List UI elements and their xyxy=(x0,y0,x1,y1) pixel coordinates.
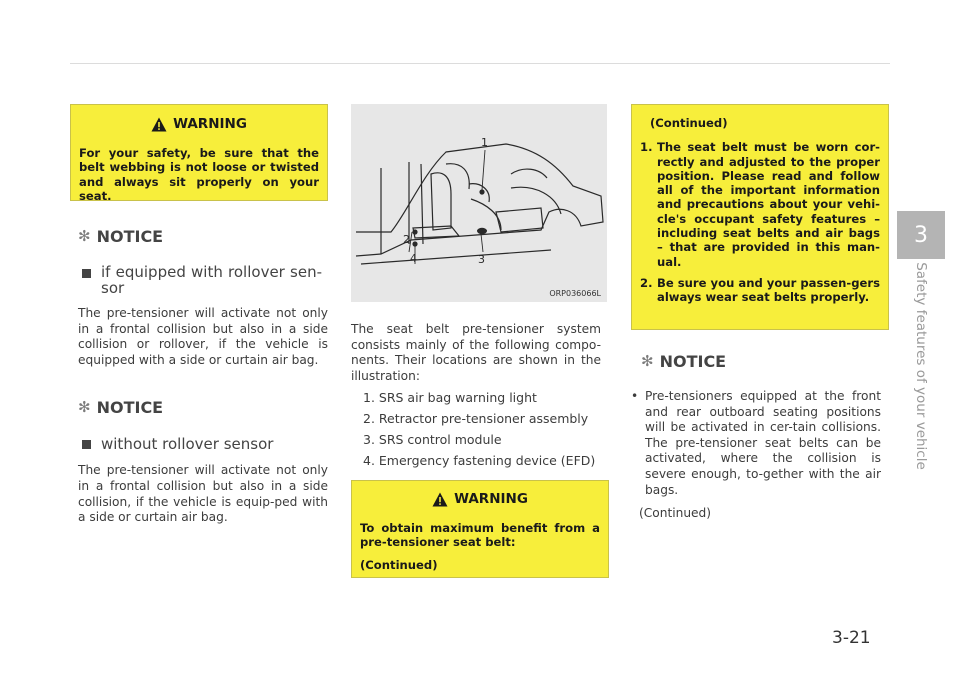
subheading-text: without rollover sensor xyxy=(101,435,274,454)
car-interior-drawing xyxy=(351,104,607,302)
notice-subheading-2 xyxy=(82,435,328,453)
asterisk-icon: ✻ xyxy=(78,227,91,245)
callout-3: 3 xyxy=(478,253,485,266)
notice-bullet xyxy=(631,389,881,498)
intro-text: The seat belt pre-tensioner system consists mainly of the following compo-nents. Their locations are shown in the illustration: xyxy=(351,322,601,383)
notice-continued: (Continued) xyxy=(639,506,712,521)
notice-text-1: The pre-tensioner will activate not only in a frontal collision but also in a side collision or rollover, if the vehicle is equipped with a side or curtain air bag. xyxy=(78,306,328,367)
item-text: The seat belt must be worn cor-rectly and adjusted to the proper position. Please read and follow all of the important information and precautions about your vehi-cle's occupant safety features – including seat belts and air bags – that are provided in this man-ual. xyxy=(657,140,880,269)
notice-title: NOTICE xyxy=(96,398,164,418)
notice-title: NOTICE xyxy=(96,227,164,246)
warning-box-pretensioner xyxy=(351,480,609,578)
continued-heading: (Continued) xyxy=(650,116,728,130)
notice-heading-3 xyxy=(641,352,889,371)
warning-title xyxy=(360,491,600,507)
square-bullet-icon xyxy=(82,440,91,449)
list-item: 3. SRS control module xyxy=(363,432,502,448)
warning-title-text: WARNING xyxy=(173,116,247,132)
figure-code: ORP036066L xyxy=(549,289,601,298)
warning-text: To obtain maximum benefit from a pre-tensioner seat belt: xyxy=(360,521,600,550)
callout-4: 4 xyxy=(410,252,417,265)
warning-box-continued xyxy=(631,104,889,330)
column-middle xyxy=(351,104,609,572)
bullet-text: Pre-tensioners equipped at the front and rear outboard seating positions will be activated in cer-tain collisions. The pre-tensioner seat belts can be activated, where the collision is severe enough, to-gether with the air bags. xyxy=(645,389,881,497)
list-item xyxy=(640,140,880,269)
item-number: 2. xyxy=(640,275,653,290)
vehicle-illustration xyxy=(351,104,607,302)
header-rule xyxy=(70,63,890,64)
list-item xyxy=(640,276,880,305)
warning-box-safety xyxy=(70,104,328,201)
page-number: 3-21 xyxy=(832,628,871,648)
warning-triangle-icon xyxy=(432,492,448,507)
list-item: 1. SRS air bag warning light xyxy=(363,390,537,406)
square-bullet-icon xyxy=(82,269,91,278)
notice-subheading-1 xyxy=(82,264,322,296)
bullet-dot-icon: • xyxy=(631,389,639,403)
list-item: 4. Emergency fastening device (EFD) xyxy=(363,453,596,469)
notice-title: NOTICE xyxy=(659,352,727,371)
column-left xyxy=(70,104,328,526)
chapter-title-text: Safety features of your vehicle xyxy=(913,262,930,470)
chapter-title xyxy=(908,262,934,470)
chapter-number: 3 xyxy=(914,222,928,248)
column-right xyxy=(631,104,889,522)
warning-text: For your safety, be sure that the belt webbing is not loose or twisted and always sit properly on your seat. xyxy=(79,146,319,203)
list-item: 2. Retractor pre-tensioner assembly xyxy=(363,411,589,427)
notice-heading-1 xyxy=(78,227,328,246)
component-list xyxy=(351,390,609,468)
asterisk-icon: ✻ xyxy=(78,398,91,417)
callout-2: 2 xyxy=(403,233,410,246)
subheading-text: if equipped with rollover sen-sor xyxy=(101,263,322,297)
warning-title-text: WARNING xyxy=(454,491,528,507)
asterisk-icon: ✻ xyxy=(641,352,654,370)
warning-triangle-icon xyxy=(151,117,167,132)
notice-heading-2 xyxy=(78,398,328,417)
warning-list xyxy=(640,140,880,304)
notice-text-2: The pre-tensioner will activate not only in a frontal collision but also in a side collision, if the vehicle is equip-ped with a side or curtain air bag. xyxy=(78,463,328,525)
item-number: 1. xyxy=(640,140,653,155)
warning-continued: (Continued) xyxy=(360,557,438,572)
item-text: Be sure you and your passen-gers always wear seat belts properly. xyxy=(657,275,880,305)
callout-1: 1 xyxy=(481,136,488,149)
chapter-tab xyxy=(897,211,945,259)
warning-title xyxy=(79,116,319,132)
